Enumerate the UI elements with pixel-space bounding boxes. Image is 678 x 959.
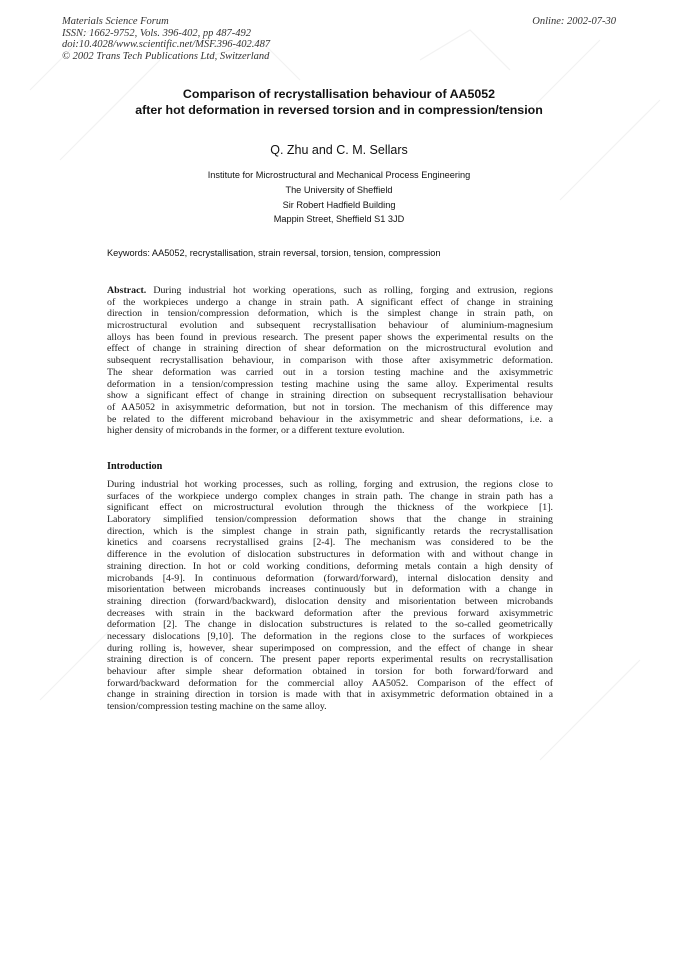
keywords: Keywords: AA5052, recrystallisation, strain reversal, torsion, tension, compression <box>107 248 441 258</box>
affiliation-line: Institute for Microstructural and Mechanical Process Engineering <box>207 170 471 180</box>
abstract-line: show a significant effect of change in straining direction on subsequent recrystallisation behaviour <box>107 390 553 402</box>
abstract-line: effect of change in straining direction of shear deformation on the microstructural evolution and <box>107 343 553 355</box>
abstract-label: Abstract. <box>107 285 147 296</box>
introduction-line: straining direction (forward/backward), dislocation density and misorientation between microbands <box>107 595 553 607</box>
affiliation-line: Sir Robert Hadfield Building <box>282 199 396 210</box>
paper-title <box>60 87 618 118</box>
introduction-line: behaviour after simple shear deformation obtained in torsion for both forward/forward and <box>107 666 553 677</box>
abstract-text: During industrial hot working operations, such as rolling, forging and extrusion, regions <box>146 285 553 296</box>
introduction-line: straining direction. In hot or cold working conditions, deforming metals contain a high density of <box>107 560 553 572</box>
introduction-line: deformation [2]. The change in dislocation substructures is related to the so-called geometrically <box>107 619 553 631</box>
abstract-line: direction in tension/compression deformation, which is the simplest change in strain path, on <box>107 308 553 320</box>
journal-citation-line: Materials Science Forum <box>62 16 169 27</box>
abstract-line: alloys has been found in previous research. The present paper shows the experimental results on the <box>107 331 553 343</box>
journal-citation <box>62 16 392 62</box>
introduction-line: significant effect on microstructural evolution through the thickness of the workpiece [1]. <box>107 502 553 514</box>
affiliation <box>60 168 618 227</box>
affiliation-line: The University of Sheffield <box>285 184 393 195</box>
title-line: after hot deformation in reversed torsion and in compression/tension <box>135 102 543 117</box>
introduction-line: decreases with strain in the backward deformation after the previous forward axisymmetric <box>107 607 553 619</box>
abstract-line: of the workpieces undergo a change in strain path. A significant effect of change in straining <box>107 296 553 308</box>
abstract-line: subsequent recrystallisation behaviour, in comparison with those after axisymmetric deformation. <box>107 355 553 367</box>
introduction-line: microbands [4-9]. In continuous deformation (forward/forward), internal dislocation density and <box>107 572 553 584</box>
online-date: Online: 2002-07-30 <box>532 16 616 27</box>
journal-citation-line: doi:10.4028/www.scientific.net/MSF.396-402.487 <box>62 39 271 51</box>
introduction-line: During industrial hot working processes, such as rolling, forging and extrusion, the regions close to <box>107 479 553 490</box>
introduction-line: Laboratory simplified tension/compression deformation shows that the change in straining <box>107 514 553 526</box>
abstract-line: microstructural evolution and subsequent recrystallisation behaviour of aluminium-magnesium <box>107 320 553 332</box>
journal-citation-line: © 2002 Trans Tech Publications Ltd, Switzerland <box>62 50 270 62</box>
abstract <box>107 285 553 437</box>
authors: Q. Zhu and C. M. Sellars <box>270 143 408 157</box>
section-heading-introduction: Introduction <box>107 461 163 472</box>
journal-citation-line: ISSN: 1662-9752, Vols. 396-402, pp 487-492 <box>62 27 251 39</box>
introduction-line: direction, which is the simplest change in strain path, significantly retards the recrystallisation <box>107 525 553 537</box>
introduction-body <box>107 479 553 713</box>
introduction-line: straining direction is of concern. The present paper reports experimental results on recrystallisation <box>107 654 553 666</box>
introduction-line: necessary dislocations [9,10]. The deformation in the regions close to the surfaces of workpieces <box>107 630 553 642</box>
introduction-line: misorientation between microbands increases continuously but in deformation with a change in <box>107 584 553 596</box>
affiliation-line: Mappin Street, Sheffield S1 3JD <box>273 214 405 225</box>
abstract-line: deformation in a tension/compression testing machine using the same alloy. Experimental results <box>107 378 553 390</box>
abstract-line: be related to the different microband behaviour in the axisymmetric and shear deformations, i.e. a <box>107 413 553 425</box>
introduction-line: forward/backward deformation for the commercial alloy AA5052. Comparison of the effect of <box>107 677 553 689</box>
introduction-line: surfaces of the workpiece undergo complex changes in strain path. The change in strain path has a <box>107 490 553 502</box>
introduction-line: difference in the evolution of dislocation substructures in deformation with and without change in <box>107 549 553 561</box>
abstract-line: The shear deformation was carried out in a torsion testing machine and the axisymmetric <box>107 366 553 378</box>
abstract-line: higher density of microbands in the former, or a different texture evolution. <box>107 425 405 437</box>
abstract-line: of AA5052 in axisymmetric deformation, but not in torsion. The mechanism of this difference may <box>107 401 553 413</box>
abstract-line <box>107 285 553 297</box>
title-line: Comparison of recrystallisation behaviour of AA5052 <box>182 87 496 101</box>
introduction-line: change in straining direction in torsion is made with that in axisymmetric deformation obtained in a <box>107 689 553 701</box>
introduction-line: during rolling is, however, shear superimposed on compression, and the effect of change in shear <box>107 642 553 654</box>
introduction-line: kinetics and coarsens recrystallised grains [2-4]. The mechanism was considered to be the <box>107 537 553 549</box>
introduction-line: tension/compression testing machine on the same alloy. <box>107 701 327 713</box>
